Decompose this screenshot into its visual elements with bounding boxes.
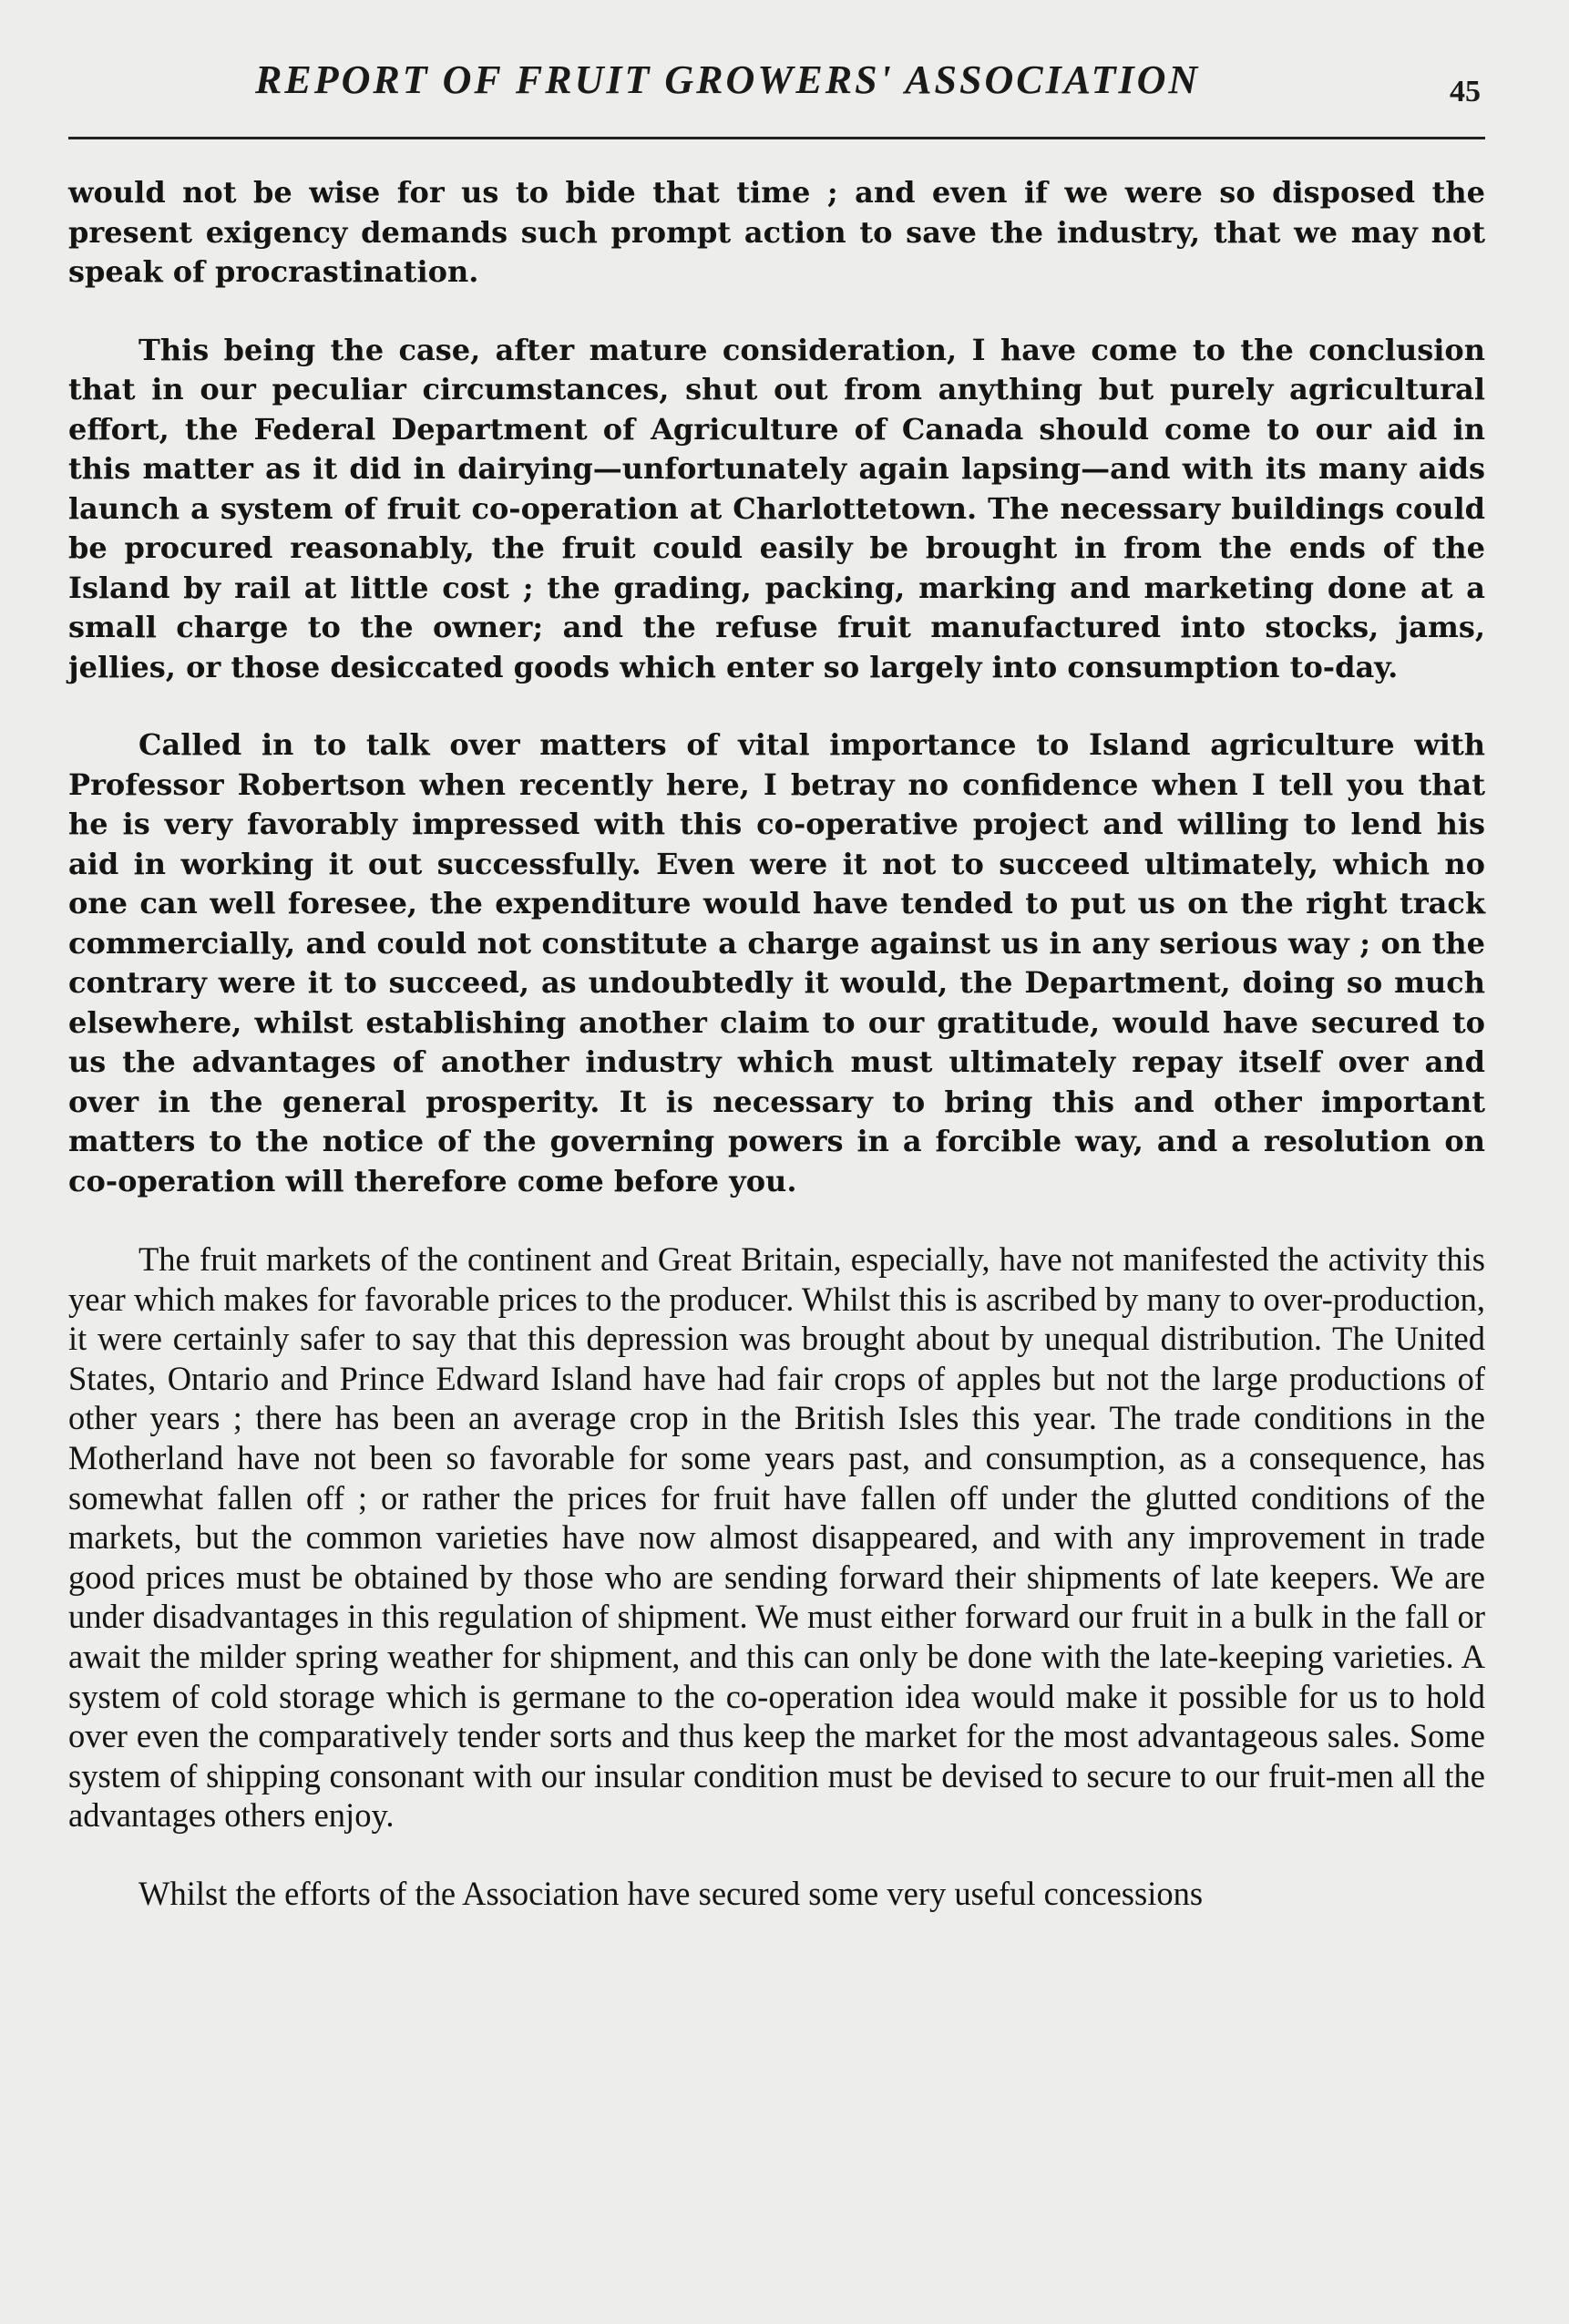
running-title: REPORT OF FRUIT GROWERS' ASSOCIATION	[255, 57, 1201, 102]
paragraph-professor-robertson: Called in to talk over matters of vital importance to Island agriculture with Professor Robertson when recently here, I betray no confidence when I tell you that he is very favorably impressed with this co-operative project and willing to lend his aid in working it out successfully. Even were it not to succeed ultimately, which no one can well foresee, the expenditure would have tended to put us on the right track commercially, and could not constitute a charge against us in any serious way ; on the contrary were it to succeed, as undoubtedly it would, the Department, doing so much elsewhere, whilst establishing another claim to our gratitude, would have secured to us the advantages of another industry which must ultimately repay itself over and over in the general prosperity. It is necessary to bring this and other important matters to the notice of the governing powers in a forcible way, and a resolution on co-operation will therefore come before you.	[68, 727, 1485, 1198]
paragraph-association-efforts: Whilst the efforts of the Association have secured some very useful concessions	[138, 1874, 1204, 1912]
header-rule	[68, 137, 1485, 139]
paragraph-cooperation-proposal: This being the case, after mature consideration, I have come to the conclusion that in our peculiar circumstances, shut out from anything but purely agricultural effort, the Federal Department of Agriculture of Canada should come to our aid in this matter as it did in dairying—unfortunately again lapsing—and with its many aids launch a system of fruit co-operation at Charlottetown. The necessary buildings could be procured reasonably, the fruit could easily be brought in from the ends of the Island by rail at little cost ; the grading, packing, marking and marketing done at a small charge to the owner; and the refuse fruit manufactured into stocks, jams, jellies, or those desiccated goods which enter so largely into consumption to-day.	[68, 332, 1485, 684]
body-text	[68, 173, 1485, 1914]
page-number: 45	[1450, 75, 1481, 108]
page-header	[64, 57, 1481, 120]
paragraph-fruit-markets: The fruit markets of the continent and Great Britain, especially, have not manifested the activity this year which makes for favorable prices to the producer. Whilst this is ascribed by many to over-production, it were certainly safer to say that this depression was brought about by unequal distribution. The United States, Ontario and Prince Edward Island have had fair crops of apples but not the large productions of other years ; there has been an average crop in the British Isles this year. The trade conditions in the Motherland have not been so favorable for some years past, and consumption, as a consequence, has somewhat fallen off ; or rather the prices for fruit have fallen off under the glutted conditions of the markets, but the common varieties have now almost disappeared, and with any improvement in trade good prices must be obtained by those who are sending forward their shipments of late keepers. We are under disadvantages in this regulation of shipment. We must either forward our fruit in a bulk in the fall or await the milder spring weather for shipment, and this can only be done with the late-keeping varieties. A system of cold storage which is germane to the co-operation idea would make it possible for us to hold over even the comparatively tender sorts and thus keep the market for the most advantageous sales. Some system of shipping consonant with our insular condition must be devised to secure to our fruit-men all the advantages others enjoy.	[68, 1240, 1485, 1835]
paragraph-continuation: would not be wise for us to bide that time ; and even if we were so disposed the present exigency demands such prompt action to save the industry, that we may not speak of procrastination.	[68, 175, 1485, 289]
